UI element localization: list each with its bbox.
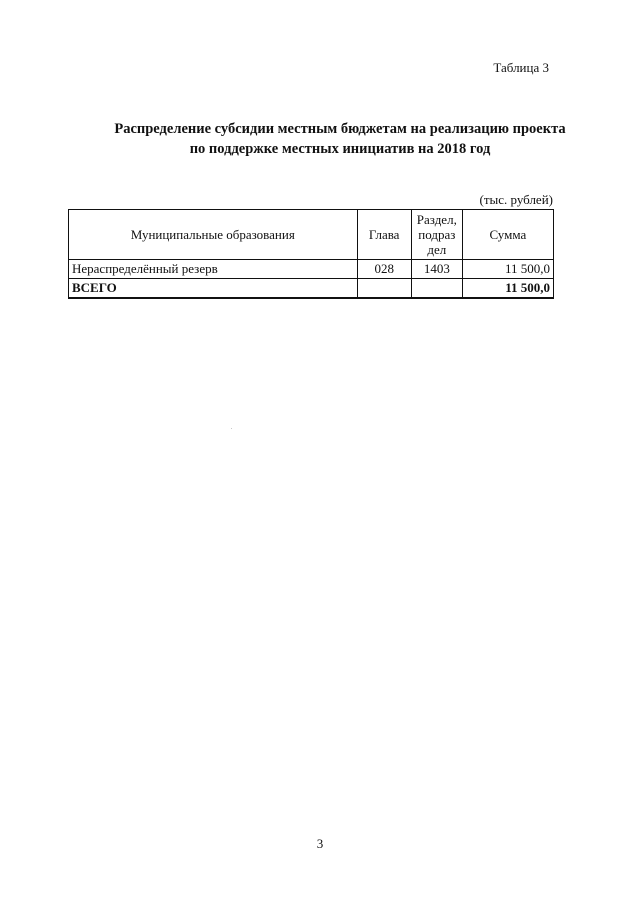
total-chapter — [357, 279, 411, 299]
header-chapter: Глава — [357, 210, 411, 260]
scan-speck — [231, 428, 232, 429]
header-sum: Сумма — [462, 210, 553, 260]
header-section-line-1: Раздел, — [416, 212, 457, 227]
header-section-line-2: подраз — [418, 227, 456, 242]
table-total-row — [69, 279, 554, 299]
document-title-line-1: Распределение субсидии местным бюджетам на реализацию проекта — [114, 121, 566, 137]
units-note: (тыс. рублей) — [479, 192, 553, 207]
document-title — [60, 119, 620, 159]
page-number: 3 — [316, 836, 324, 851]
table-header-row — [69, 210, 554, 260]
header-section-line-3: дел — [427, 242, 447, 257]
table-number-label: Таблица 3 — [493, 60, 549, 75]
total-section — [411, 279, 462, 299]
table-row — [69, 260, 554, 279]
cell-section: 1403 — [411, 260, 462, 279]
header-section — [411, 210, 462, 260]
cell-chapter: 028 — [357, 260, 411, 279]
total-label: ВСЕГО — [69, 279, 358, 299]
total-sum: 11 500,0 — [462, 279, 553, 299]
cell-name: Нераспределённый резерв — [69, 260, 358, 279]
subsidy-table — [68, 209, 554, 299]
header-municipalities: Муниципальные образования — [69, 210, 358, 260]
cell-sum: 11 500,0 — [462, 260, 553, 279]
document-title-line-2: по поддержке местных инициатив на 2018 год — [189, 141, 491, 157]
